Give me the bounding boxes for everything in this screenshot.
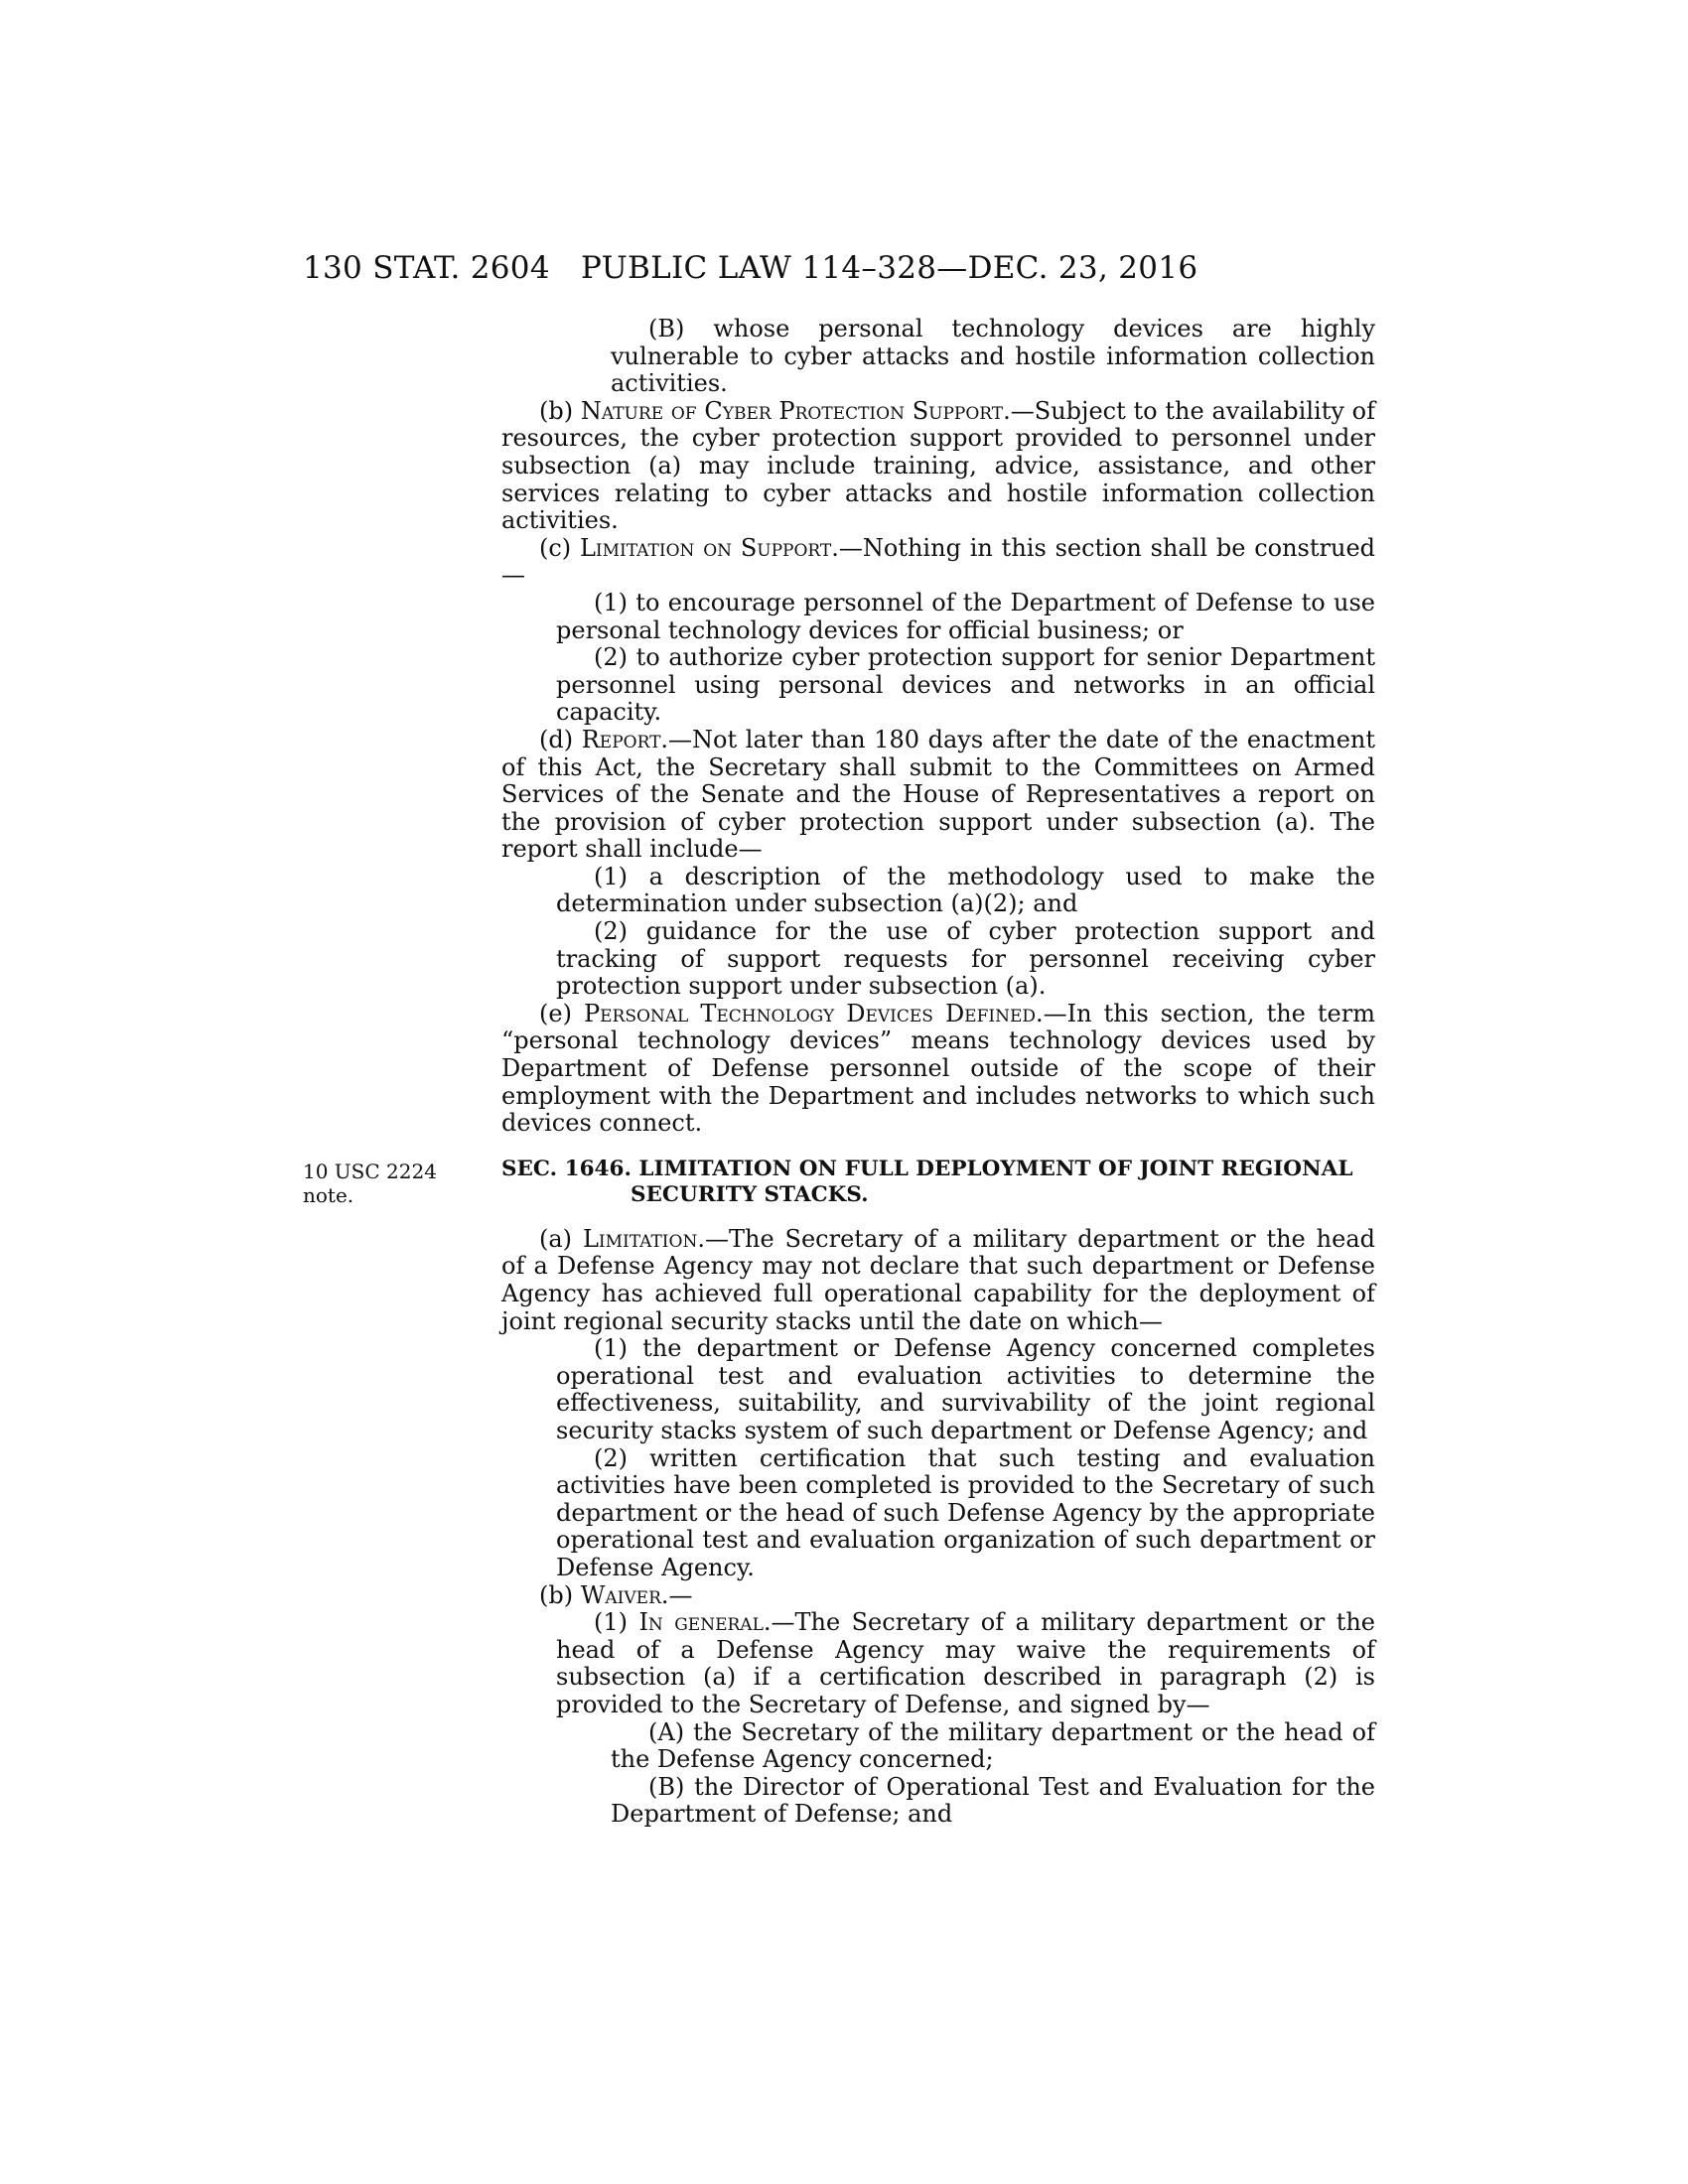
paragraph-B-personal-devices: (B) whose personal technology devices are highly vulnerable to cyber attacks and hostile information collection activities. <box>611 315 1375 398</box>
paragraph-b1-in-general <box>501 1609 1375 1718</box>
subsection-d-report <box>501 727 1375 864</box>
subsection-e-definition <box>501 1001 1375 1138</box>
subsection-text: .—Not later than 180 days after the date of the enactment of this Act, the Secretary shall submit to the Committees on Armed Services of the Senate and the House of Representatives a report on the provision of cyber protection support under subsection (a). The report shall include— <box>501 725 1375 864</box>
subsection-text: .—The Secretary of a military department or the head of a Defense Agency may not declare that such department or Defense Agency has achieved full operational capability for the deployment of joint regional security stacks until the date on which— <box>501 1224 1375 1335</box>
subsection-b-waiver <box>501 1582 1375 1610</box>
paragraph-a1: (1) the department or Defense Agency concerned completes operational test and evaluation activities to determine the effectiveness, suitability, and survivability of the joint regional security stacks system of such department or Defense Agency; and <box>556 1334 1375 1444</box>
subsection-heading: Report <box>581 725 661 753</box>
paragraph-a2: (2) written certification that such testing and evaluation activities have been completed is provided to the Secretary of such department or the head of such Defense Agency by the appropriate operational test and evaluation organization of such department or Defense Agency. <box>556 1443 1375 1581</box>
paragraph-text: .—The Secretary of a military department or the head of a Defense Agency may waive the requirements of subsection (a) if a certification described in paragraph (2) is provided to the Secretary of Defense, and signed by— <box>556 1608 1376 1718</box>
paragraph-heading: In general <box>638 1608 764 1637</box>
subsection-heading: Nature of Cyber Protection Support <box>580 396 1004 425</box>
paragraph-label: (1) <box>594 1608 639 1637</box>
subsection-label: (b) <box>539 396 581 425</box>
paragraph-c1: (1) to encourage personnel of the Department of Defense to use personal technology devices for official business; or <box>556 588 1375 644</box>
section-heading-1646: SEC. 1646. LIMITATION ON FULL DEPLOYMENT OF JOINT REGIONAL SECURITY STACKS. <box>501 1156 1353 1207</box>
subsection-text: .—Nothing in this section shall be construed— <box>501 533 1376 590</box>
subsection-label: (a) <box>539 1224 583 1253</box>
subsection-heading: Waiver <box>580 1580 661 1609</box>
statute-page-number: 130 STAT. 2604 <box>303 250 550 286</box>
subsection-text: .— <box>660 1580 693 1609</box>
paragraph-c2: (2) to authorize cyber protection support for senior Department personnel using personal devices and networks in an official capacity. <box>556 643 1375 727</box>
subsection-heading: Personal Technology Devices Defined <box>583 999 1037 1027</box>
running-header-title: PUBLIC LAW 114–328—DEC. 23, 2016 <box>581 250 1198 286</box>
subsection-label: (e) <box>539 999 584 1027</box>
subsection-heading: Limitation <box>582 1224 698 1253</box>
subsection-heading: Limitation on Support <box>579 533 832 562</box>
subsection-label: (d) <box>539 725 582 753</box>
subsection-c-limitation-on-support <box>501 535 1375 590</box>
paragraph-d1: (1) a description of the methodology used to make the determination under subsection (a)(2); and <box>556 862 1375 918</box>
paragraph-d2: (2) guidance for the use of cyber protection support and tracking of support requests for personnel receiving cyber protection support under subsection (a). <box>556 917 1375 1001</box>
subsection-label: (c) <box>539 533 580 562</box>
subsection-text: .—Subject to the availability of resources, the cyber protection support provided to personnel under subsection (a) may include training, advice, assistance, and other services relating to cyber attacks and hostile information collection activities. <box>501 396 1376 535</box>
subparagraph-b1A: (A) the Secretary of the military department or the head of the Defense Agency concerned; <box>611 1717 1375 1774</box>
subsection-a-limitation <box>501 1226 1375 1335</box>
margin-note-usc-citation: 10 USC 2224 note. <box>303 1160 437 1207</box>
subsection-text: .—In this section, the term “personal technology devices” means technology devices used by Department of Defense personnel outside of the scope of their employment with the Department and includes networks to which such devices connect. <box>501 999 1375 1138</box>
statute-body-text <box>501 316 1375 1829</box>
subparagraph-b1B: (B) the Director of Operational Test and Evaluation for the Department of Defense; and <box>611 1772 1375 1829</box>
subsection-label: (b) <box>539 1580 581 1609</box>
subsection-b-nature-of-support <box>501 398 1375 535</box>
